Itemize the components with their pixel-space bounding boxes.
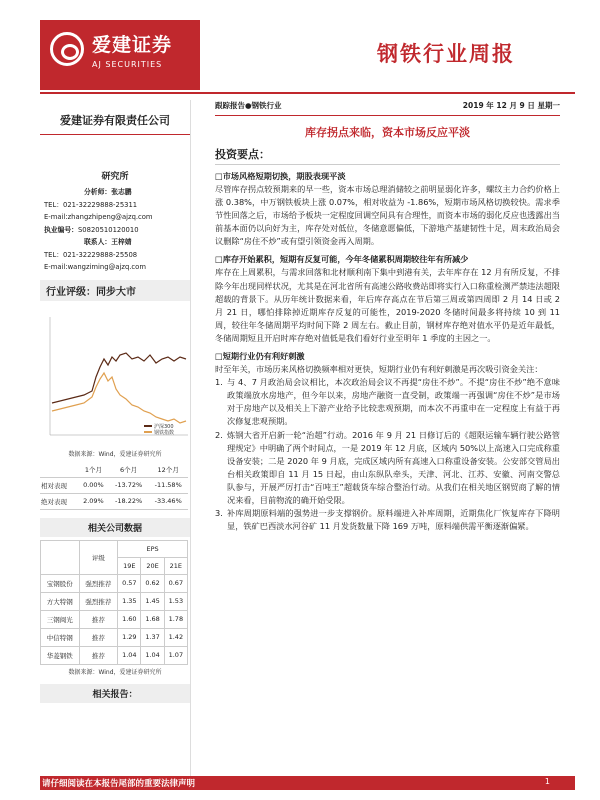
legend-label-csi300: 沪深300 bbox=[154, 423, 174, 430]
logo-chinese-name: 爱建证券 bbox=[92, 34, 173, 56]
analyst-name: 张志鹏 bbox=[111, 188, 132, 196]
page-number: 1 bbox=[544, 777, 550, 786]
list-item: 2. 炼钢大省开启新一轮“治超”行动。2016 年 9 月 21 日修订后的《超限运输车辆行驶公路管理规定》中明确了两个时间点，一是 2019 年 12 月底，区域内 50%以上高速入口完成称重设备安装；二是 2020 年 9 月底，完成区域内所有高速入口称重设备安装。公安部交管局出台相关政策即自 11 月 15 日起，由山东纵队牵头，天津、河北、江苏、安徽、河南交警总队参与，开展严厉打击“百吨王”超载货车综合整治行动。从我们在相关地区钢贸商了解的情况来看，目前物流的确开始受限。 bbox=[215, 429, 560, 505]
table-row: 宝钢股份 强烈推荐 0.57 0.62 0.67 bbox=[41, 574, 188, 592]
company-data-title: 相关公司数据 bbox=[40, 518, 190, 537]
department: 研究所 bbox=[101, 172, 129, 182]
company-data-source: 数据来源：Wind，爱建证券研究所 bbox=[68, 668, 162, 676]
performance-table bbox=[40, 462, 188, 510]
table-row: 1个月 6个月 12个月 bbox=[40, 462, 188, 478]
table-row: 华菱钢铁 推荐 1.04 1.04 1.07 bbox=[41, 646, 188, 664]
legend-swatch-csi300 bbox=[144, 425, 152, 427]
report-meta bbox=[215, 100, 560, 116]
table-row: 相对表现 0.00% -13.72% -11.58% bbox=[40, 477, 188, 493]
section-3-title: □短期行业仍有利好刺激 bbox=[215, 351, 305, 362]
analyst-label: 分析师： bbox=[84, 188, 112, 196]
legal-disclaimer-link[interactable]: 请仔细阅读在本报告尾部的重要法律声明 bbox=[42, 779, 196, 789]
report-header bbox=[40, 20, 575, 90]
contact-name: 王梓婧 bbox=[111, 238, 132, 246]
section-1-body: 尽管库存拐点较预期来的早一些，资本市场总理消储较之前明显弱化许多，螺纹主力合约价格上涨 0.38%，中万钢铁板块上涨 0.07%，相对收益为 -1.86%，短期市场风格切换较快。需求季节性回落之后，市场给予板块一定程度回调空间具有合理性，而资本市场的弱化反应也透露出当前基本面仍以向好为主，库存处对低位，冬储意愿偏低，下游地产基建韧性十足，周末政治局会议删除“房住不炒”或有望引领资金再入周期。 bbox=[215, 184, 560, 247]
industry-rating: 行业评级：同步大市 bbox=[40, 280, 190, 301]
sidebar bbox=[40, 100, 191, 790]
analyst-email[interactable]: E-mail:zhangzhipeng@ajzq.com bbox=[44, 213, 153, 221]
index-chart bbox=[40, 307, 190, 447]
section-2-title: □库存开始累积，短期有反复可能，今年冬储累积周期较往年有所减少 bbox=[215, 254, 469, 265]
list-item: 3. 补库周期原料端的强势进一步支撑钢价。原料端进入补库周期，近期焦化厂恢复库存下降明显，铁矿巴西淡水河谷矿 11 月发货数量下降 169 万吨，原料端供需平衡逐渐偏紧。 bbox=[215, 508, 560, 532]
company-logo bbox=[40, 20, 200, 90]
list-item: 1. 与 4、7 月政治局会议相比，本次政治局会议不再提“房住不炒”。不提“房住不炒”绝不意味政策端放水房地产，但今年以来，房地产融资一直受制，政策端一再强调“房住不炒”是市场对于房地产以及相关上下游产业给予比较悲观预期，而本次不再重申在一定程度上有益于再次修复悲观预期。 bbox=[215, 377, 560, 427]
report-type: 跟踪报告●钢铁行业 bbox=[215, 101, 282, 110]
related-reports-title: 相关报告： bbox=[40, 684, 190, 703]
table-row: 评级 EPS bbox=[41, 540, 188, 557]
analyst-tel: TEL：021-32229888-25311 bbox=[44, 200, 138, 209]
header-divider bbox=[40, 92, 575, 94]
table-row: 19E 20E 21E bbox=[41, 557, 188, 574]
report-title: 钢铁行业周报 bbox=[377, 42, 515, 66]
contact-block bbox=[40, 186, 190, 274]
chart-source: 数据来源：Wind，爱建证券研究所 bbox=[68, 450, 162, 458]
contact-label: 联系人： bbox=[84, 238, 112, 246]
table-row: 三钢闽光 推荐 1.60 1.68 1.78 bbox=[41, 610, 188, 628]
table-row: 方大特钢 强烈推荐 1.35 1.45 1.53 bbox=[41, 592, 188, 610]
table-row: 绝对表现 2.09% -18.22% -33.46% bbox=[40, 493, 188, 509]
logo-english-name: AJ SECURITIES bbox=[92, 60, 163, 69]
section-1-title: □市场风格短期切换，期股表现平淡 bbox=[215, 171, 346, 181]
section-3-body: 时至年关，市场历来风格切换频率相对更快，短期行业仍有利好刺激是再次吸引资金关注： bbox=[215, 364, 543, 375]
contact-tel: TEL：021-32229888-25508 bbox=[44, 250, 138, 259]
footer-bar bbox=[40, 776, 575, 790]
cert-label: 执业编号： bbox=[44, 225, 78, 234]
main-content bbox=[215, 100, 560, 533]
key-points-heading: 投资要点： bbox=[215, 146, 560, 165]
section-2-body: 库存在上周累积，与需求回落和北材顺利南下集中到港有关，去年库存在 12 月有所反复，不排除今年出现同样状况，尤其是在河北省所有高速公路收费站即将实行入口称重检测严禁违法超限超载的背景下。从历年统计数据来看，年后库存高点在节后第三周或第四周即 2 月 14 日或 2 月 21 日，哪怕排除掉近期库存反复的可能性，2019-2020 冬储时间最多将持续 10 到 11 周，较往年冬储周期平均时间下降 2 周左右。截止目前，钢材库存绝对值水平仍是近年最低，冬储周期短且开启时库存绝对值低是我们看好行业至明年 1 季度的主因之一。 bbox=[215, 267, 560, 343]
table-row: 中信特钢 推荐 1.29 1.37 1.42 bbox=[41, 628, 188, 646]
series-line-csi300 bbox=[52, 353, 186, 403]
cert-number: S0820510120010 bbox=[77, 225, 139, 234]
report-date: 2019 年 12 月 9 日 星期一 bbox=[462, 101, 560, 110]
company-name: 爱建证券有限责任公司 bbox=[40, 112, 190, 135]
report-subtitle: 库存拐点来临，资本市场反应平淡 bbox=[305, 126, 470, 139]
logo-emblem-icon bbox=[50, 32, 84, 66]
company-eps-table bbox=[40, 540, 188, 665]
contact-email[interactable]: E-mail:wangziming@ajzq.com bbox=[44, 263, 146, 271]
legend-swatch-steel bbox=[144, 431, 152, 433]
legend-label-steel: 钢铁指数 bbox=[154, 429, 175, 436]
index-chart-svg bbox=[40, 307, 190, 447]
